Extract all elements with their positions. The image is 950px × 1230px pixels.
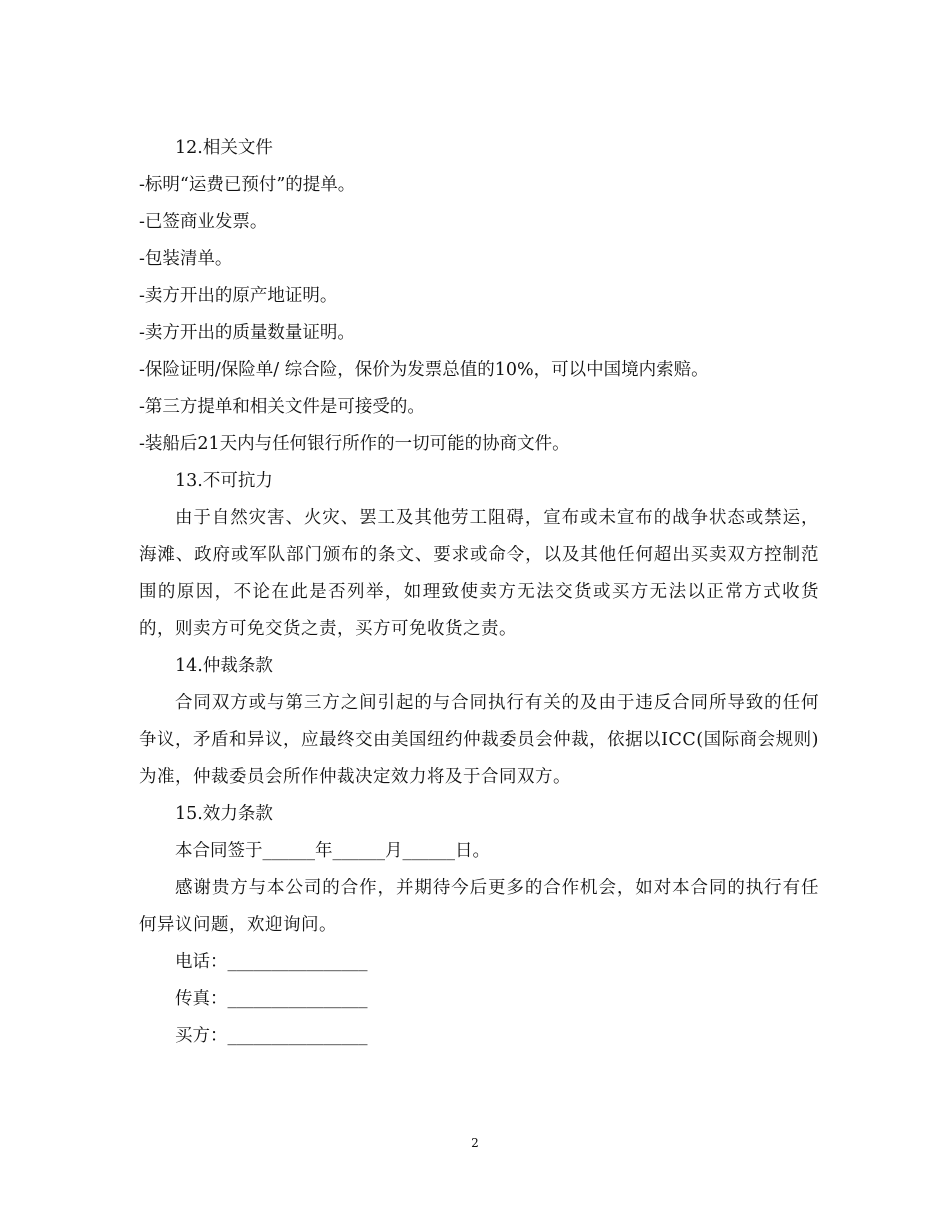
section-12-title: 12.相关文件 [175,138,273,158]
list-item: -包装清单。 [139,249,233,269]
list-item: -卖方开出的质量数量证明。 [139,323,355,343]
list-item: -保险证明/保险单/ 综合险，保价为发票总值的10%，可以中国境内索赔。 [139,360,709,380]
force-majeure-paragraph: 由于自然灾害、火灾、罢工及其他劳工阻碍，宣布或未宣布的战争状态或禁运，海滩、政府或军队部门颁布的条文、要求或命令，以及其他任何超出买卖双方控制范围的原因，不论在此是否列举，如理致使卖方无法交货或买方无法以正常方式收货的，则卖方可免交货之责，买方可免收货之责。 [139,508,819,639]
buyer-field: 买方：________________ [175,1026,368,1046]
section-14-title: 14.仲裁条款 [175,656,273,676]
page-number: 2 [471,1136,479,1150]
list-item: -已签商业发票。 [139,212,268,232]
list-item: -标明“运费已预付”的提单。 [139,175,356,195]
signing-date-line: 本合同签于______年______月______日。 [175,841,490,861]
thanks-paragraph: 感谢贵方与本公司的合作，并期待今后更多的合作机会，如对本合同的执行有任何异议问题，欢迎询问。 [139,878,819,935]
list-item: -第三方提单和相关文件是可接受的。 [139,397,425,417]
section-13-title: 13.不可抗力 [175,471,273,491]
page-content [139,130,819,1055]
fax-field: 传真：________________ [175,989,368,1009]
list-item: -装船后21天内与任何银行所作的一切可能的协商文件。 [139,434,570,454]
arbitration-paragraph: 合同双方或与第三方之间引起的与合同执行有关的及由于违反合同所导致的任何争议，矛盾和异议，应最终交由美国纽约仲裁委员会仲裁，依据以ICC(国际商会规则)为准，仲裁委员会所作仲裁决定效力将及于合同双方。 [139,693,819,787]
list-item: -卖方开出的原产地证明。 [139,286,338,306]
phone-field: 电话：________________ [175,952,368,972]
section-15-title: 15.效力条款 [175,804,273,824]
